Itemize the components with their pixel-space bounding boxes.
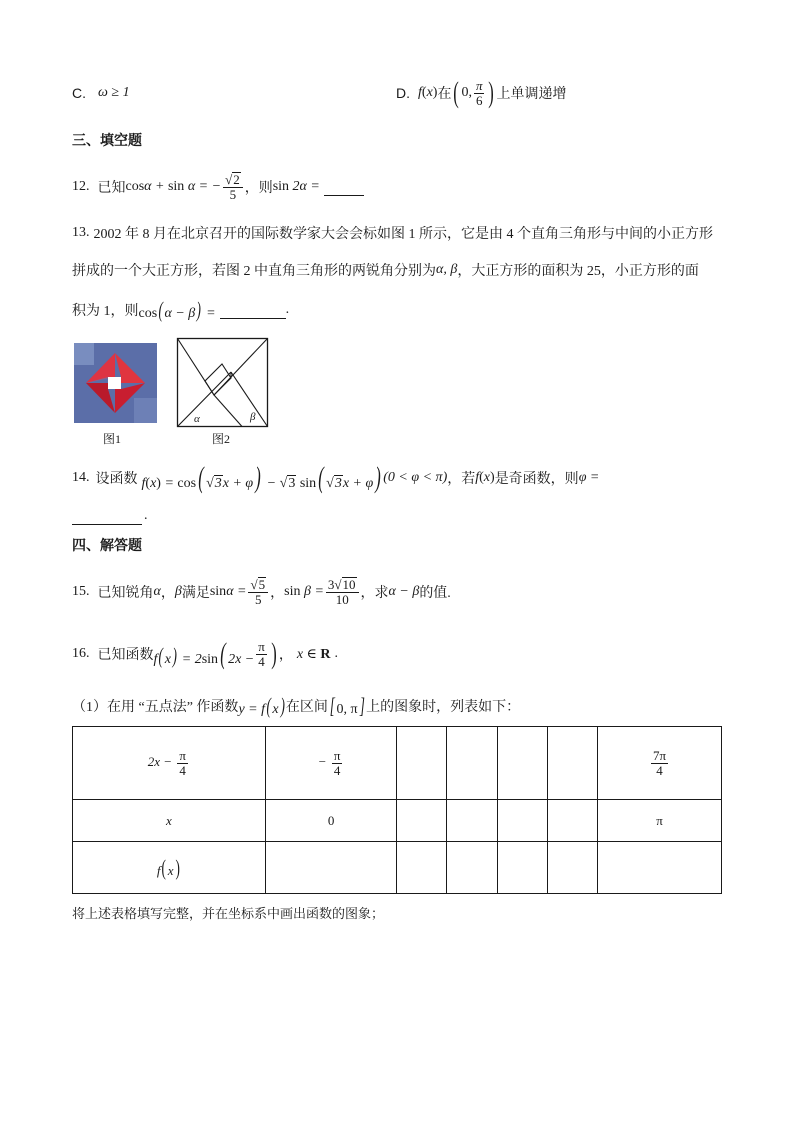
question-13-line2 <box>72 259 699 281</box>
q16-expr: f(x) = 2sin( 2x − <box>153 637 255 670</box>
q12-frac: √ 2 5 <box>223 172 243 201</box>
q15-sin-a: sinα = <box>209 584 247 599</box>
q14-range: (0 < φ < π) <box>383 470 448 485</box>
table-cell-empty[interactable] <box>548 800 598 842</box>
q15-sin-b: sin β = <box>284 584 324 599</box>
q15-num: 15. <box>72 584 90 599</box>
q13-line3-b: . <box>285 302 290 317</box>
q15-text-b: ， <box>160 586 175 601</box>
q15-text-f: 的值. <box>419 586 451 601</box>
option-d-lparen: ( <box>453 76 460 109</box>
q15-beta: β <box>174 584 182 599</box>
q14-blank[interactable] <box>72 508 142 525</box>
section-fill-title: 三、填空题 <box>72 133 142 149</box>
q15-text-c: 满足 <box>181 586 210 601</box>
table-cell: − $\frac{\pi}{4}$ <box>265 727 397 800</box>
question-12 <box>72 165 364 209</box>
q12-text-b: ，则 <box>244 181 273 196</box>
question-14-answer <box>72 506 148 526</box>
question-16 <box>72 632 338 676</box>
q12-sin2a: sin 2α = <box>272 179 320 194</box>
q16-part1-b: 在区间 <box>285 700 328 715</box>
section-answer-title: 四、解答题 <box>72 538 142 554</box>
q16-part1-a: （1）在用 “五点法” 作函数 <box>72 700 239 715</box>
option-d <box>396 72 566 114</box>
table-cell-empty[interactable] <box>397 800 447 842</box>
q13-blank[interactable] <box>220 302 286 319</box>
option-d-label: D. <box>396 85 410 101</box>
q16-text-a: 已知函数 <box>97 648 154 663</box>
table-row <box>73 842 722 894</box>
option-d-func: f(x) <box>418 85 438 100</box>
q14-phi-eq: φ = <box>578 470 600 485</box>
q16-footer: 将上述表格填写完整，并在坐标系中画出函数的图象； <box>72 905 385 921</box>
q16-text-b: ， <box>278 648 293 663</box>
q16-text-c: . <box>334 646 339 661</box>
table-cell: 0 <box>265 800 397 842</box>
table-row <box>73 800 722 842</box>
q14-text-c: 是奇函数，则 <box>494 472 579 487</box>
q16-domain: x ∈ R <box>296 646 331 662</box>
question-13-line1 <box>72 222 713 244</box>
figure-1 <box>74 343 157 423</box>
q16-frac: $\frac{\pi}{4}$ <box>258 638 265 669</box>
q16-num: 16. <box>72 646 90 661</box>
question-15 <box>72 570 451 614</box>
q15-text-d: ， <box>270 586 285 601</box>
q15-text-a: 已知锐角 <box>97 586 154 601</box>
q14-text-b: ，若 <box>447 472 476 487</box>
q16-rparen: ) <box>271 637 277 670</box>
figure-2-caption: 图2 <box>212 432 231 446</box>
question-16-part1 <box>72 694 520 718</box>
table-cell-empty[interactable] <box>447 800 498 842</box>
option-d-rparen: ) <box>488 76 495 109</box>
table-cell-empty[interactable] <box>498 842 548 894</box>
option-d-zero: 0, <box>461 85 472 100</box>
table-cell-empty[interactable] <box>397 727 447 800</box>
q12-text-a: 已知 <box>97 181 126 196</box>
q15-alpha: α <box>153 584 161 599</box>
q12-expr: cosα + sin α = − <box>125 179 222 194</box>
table-cell-empty[interactable] <box>397 842 447 894</box>
table-cell: π <box>598 800 722 842</box>
figure-2-alpha: α <box>194 413 200 425</box>
table-cell-empty[interactable] <box>548 727 598 800</box>
q12-blank[interactable] <box>324 179 364 196</box>
table-row <box>73 727 722 800</box>
table-cell-empty[interactable] <box>447 842 498 894</box>
table-cell-empty[interactable] <box>498 800 548 842</box>
q14-text-a: 设函数 <box>95 472 138 487</box>
option-c-expr: ω ≥ 1 <box>98 85 130 100</box>
table-cell-label-x: x <box>73 800 266 842</box>
q16-part1-interval: [ 0, π] <box>329 692 365 718</box>
q12-num: 12. <box>72 179 90 194</box>
figure-1-caption: 图1 <box>103 432 122 446</box>
q13-line2-a: 拼成的一个大正方形，若图 2 中直角三角形的两锐角分别为 <box>72 264 436 279</box>
option-c-label: C. <box>72 85 86 101</box>
table-cell-empty[interactable] <box>548 842 598 894</box>
q15-frac2: 3 √ 10 10 <box>326 577 359 606</box>
q13-line1: 2002 年 8 月在北京召开的国际数学家大会会标如图 1 所示，它是由 4 个直角三角形与中间的小正方形 <box>93 227 713 242</box>
figure-2-beta: β <box>250 411 256 423</box>
q14-end: . <box>144 508 148 523</box>
question-13-line3 <box>72 298 289 322</box>
q13-angles: α, β <box>436 262 458 277</box>
question-14 <box>72 460 599 496</box>
option-d-frac: $\frac{\pi}{6}$ <box>475 77 483 108</box>
q14-expr: f(x) = cos( √ 3 x + φ) − √ 3 sin( √ 3 x + φ) <box>141 461 381 494</box>
table-cell-label-fx: f(x) <box>73 842 266 894</box>
q16-part1-c: 上的图象时，列表如下： <box>366 700 521 715</box>
q15-text-e: ，求 <box>360 586 389 601</box>
table-cell-empty[interactable] <box>265 842 397 894</box>
option-c <box>72 82 130 104</box>
q16-part1-func: y = f(x) <box>238 692 285 718</box>
table-cell: $\frac{7\pi}{4}$ <box>598 727 722 800</box>
table-cell-label-2x: 2x − $\frac{\pi}{4}$ <box>73 727 266 800</box>
q13-num: 13. <box>72 225 90 240</box>
table-cell-empty[interactable] <box>498 727 548 800</box>
q13-line3-a: 积为 1，则 <box>72 304 139 319</box>
q14-num: 14. <box>72 470 90 485</box>
table-cell-empty[interactable] <box>447 727 498 800</box>
five-point-table <box>72 726 722 894</box>
q14-fx: f(x) <box>475 470 495 485</box>
q15-frac1: √ 5 5 <box>248 577 268 606</box>
q13-cos-expr: cos(α − β) = <box>138 296 216 322</box>
q15-diff: α − β <box>388 584 420 599</box>
option-d-tail: 上单调递增 <box>496 87 567 102</box>
figure-2 <box>176 337 269 428</box>
table-cell-empty[interactable] <box>598 842 722 894</box>
figure-1-image <box>74 343 157 423</box>
option-d-zai: 在 <box>437 87 452 102</box>
q13-line2-b: ，大正方形的面积为 25，小正方形的面 <box>457 264 699 279</box>
